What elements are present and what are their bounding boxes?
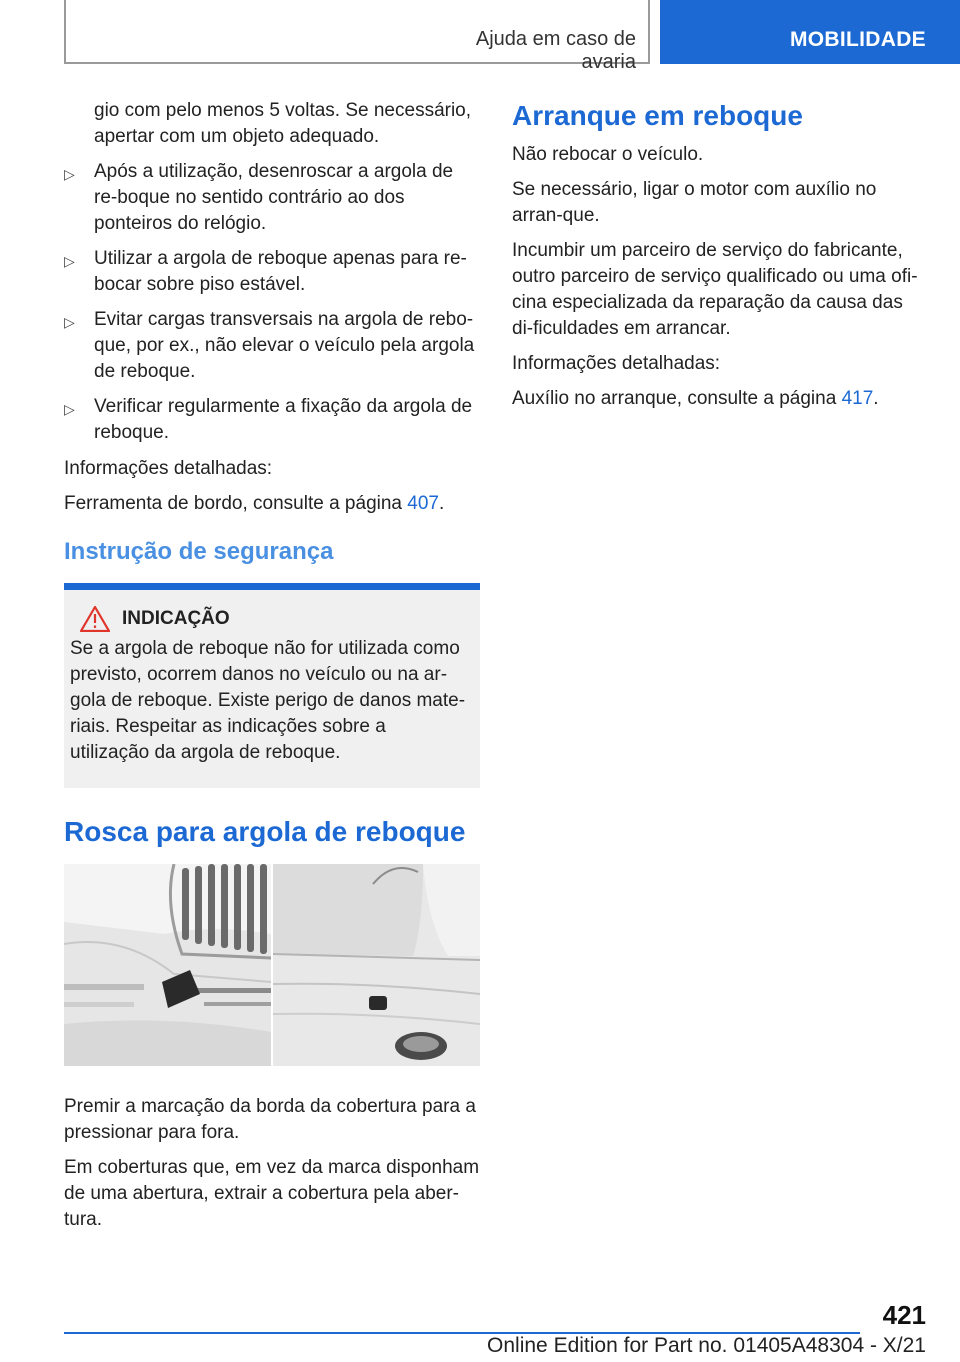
info-label: Informações detalhadas: (64, 458, 273, 479)
warning-triangle-icon (80, 606, 110, 632)
press-cover-text: Premir a marcação da borda da cobertura para a pressionar para fora. (64, 1096, 476, 1143)
header-section-title: Ajuda em caso de avaria (475, 28, 636, 73)
triangle-bullet-icon: ▷ (64, 166, 75, 182)
rear-bumper-illustration (273, 864, 480, 1066)
header-left-rule (64, 0, 66, 64)
tow-start-p1: Não rebocar o veículo. (512, 144, 704, 165)
footer-edition-text: Online Edition for Part no. 01405A48304 - X/21 (487, 1334, 926, 1357)
safety-heading: Instrução de segurança (64, 538, 334, 565)
list-item: ▷ Utilizar a argola de reboque apenas para re-bocar sobre piso estável. (64, 248, 467, 295)
rear-bumper-photo (273, 864, 480, 1066)
page-link-407[interactable]: 407 (407, 493, 439, 514)
tool-reference: Ferramenta de bordo, consulte a página 407. (64, 493, 445, 514)
front-bumper-photo (64, 864, 271, 1066)
header-chapter-tab[interactable] (660, 0, 960, 64)
page-number: 421 (882, 1300, 926, 1330)
triangle-bullet-icon: ▷ (64, 253, 75, 269)
triangle-bullet-icon: ▷ (64, 401, 75, 417)
jump-start-reference: Auxílio no arranque, consulte a página 417. (512, 388, 879, 409)
list-item: ▷ Após a utilização, desenroscar a argola de re-boque no sentido contrário ao dos ponteiros do relógio. (64, 161, 454, 234)
thread-heading: Rosca para argola de reboque (64, 816, 466, 847)
intro-continuation: gio com pelo menos 5 voltas. Se necessário, apertar com um objeto adequado. (94, 100, 472, 147)
warning-body: Se a argola de reboque não for utilizada como previsto, ocorrem danos no veículo ou na ar-gola de reboque. Existe perigo de danos mate-riais. Respeitar as indicações sobre a utilização da argola de reboque. (70, 638, 466, 763)
instruction-list (64, 159, 480, 446)
header-right-rule (648, 0, 650, 64)
triangle-bullet-icon: ▷ (64, 314, 75, 330)
tow-start-heading: Arranque em reboque (512, 100, 803, 131)
tow-start-p3: Incumbir um parceiro de serviço do fabricante, outro parceiro de serviço qualificado ou uma ofi-cina especializada da reparação da causa das di-ficuldades em arrancar. (512, 240, 918, 339)
right-column (512, 98, 926, 421)
left-column (64, 98, 480, 1242)
list-item: ▷ Verificar regularmente a fixação da argola de reboque. (64, 396, 473, 443)
page-link-417[interactable]: 417 (841, 388, 874, 409)
warning-box (64, 583, 480, 788)
tow-start-p2: Se necessário, ligar o motor com auxílio no arran-que. (512, 179, 877, 226)
front-bumper-illustration (64, 864, 271, 1066)
header-chapter-label: MOBILIDADE (790, 28, 926, 51)
opening-cover-text: Em coberturas que, em vez da marca disponham de uma abertura, extrair a cobertura pela aber-tura. (64, 1157, 480, 1230)
warning-title: INDICAÇÃO (122, 608, 230, 629)
info-label: Informações detalhadas: (512, 353, 721, 374)
list-item: ▷ Evitar cargas transversais na argola de rebo-que, por ex., não elevar o veículo pela argola de reboque. (64, 309, 475, 382)
illustration-pair (64, 864, 480, 1066)
